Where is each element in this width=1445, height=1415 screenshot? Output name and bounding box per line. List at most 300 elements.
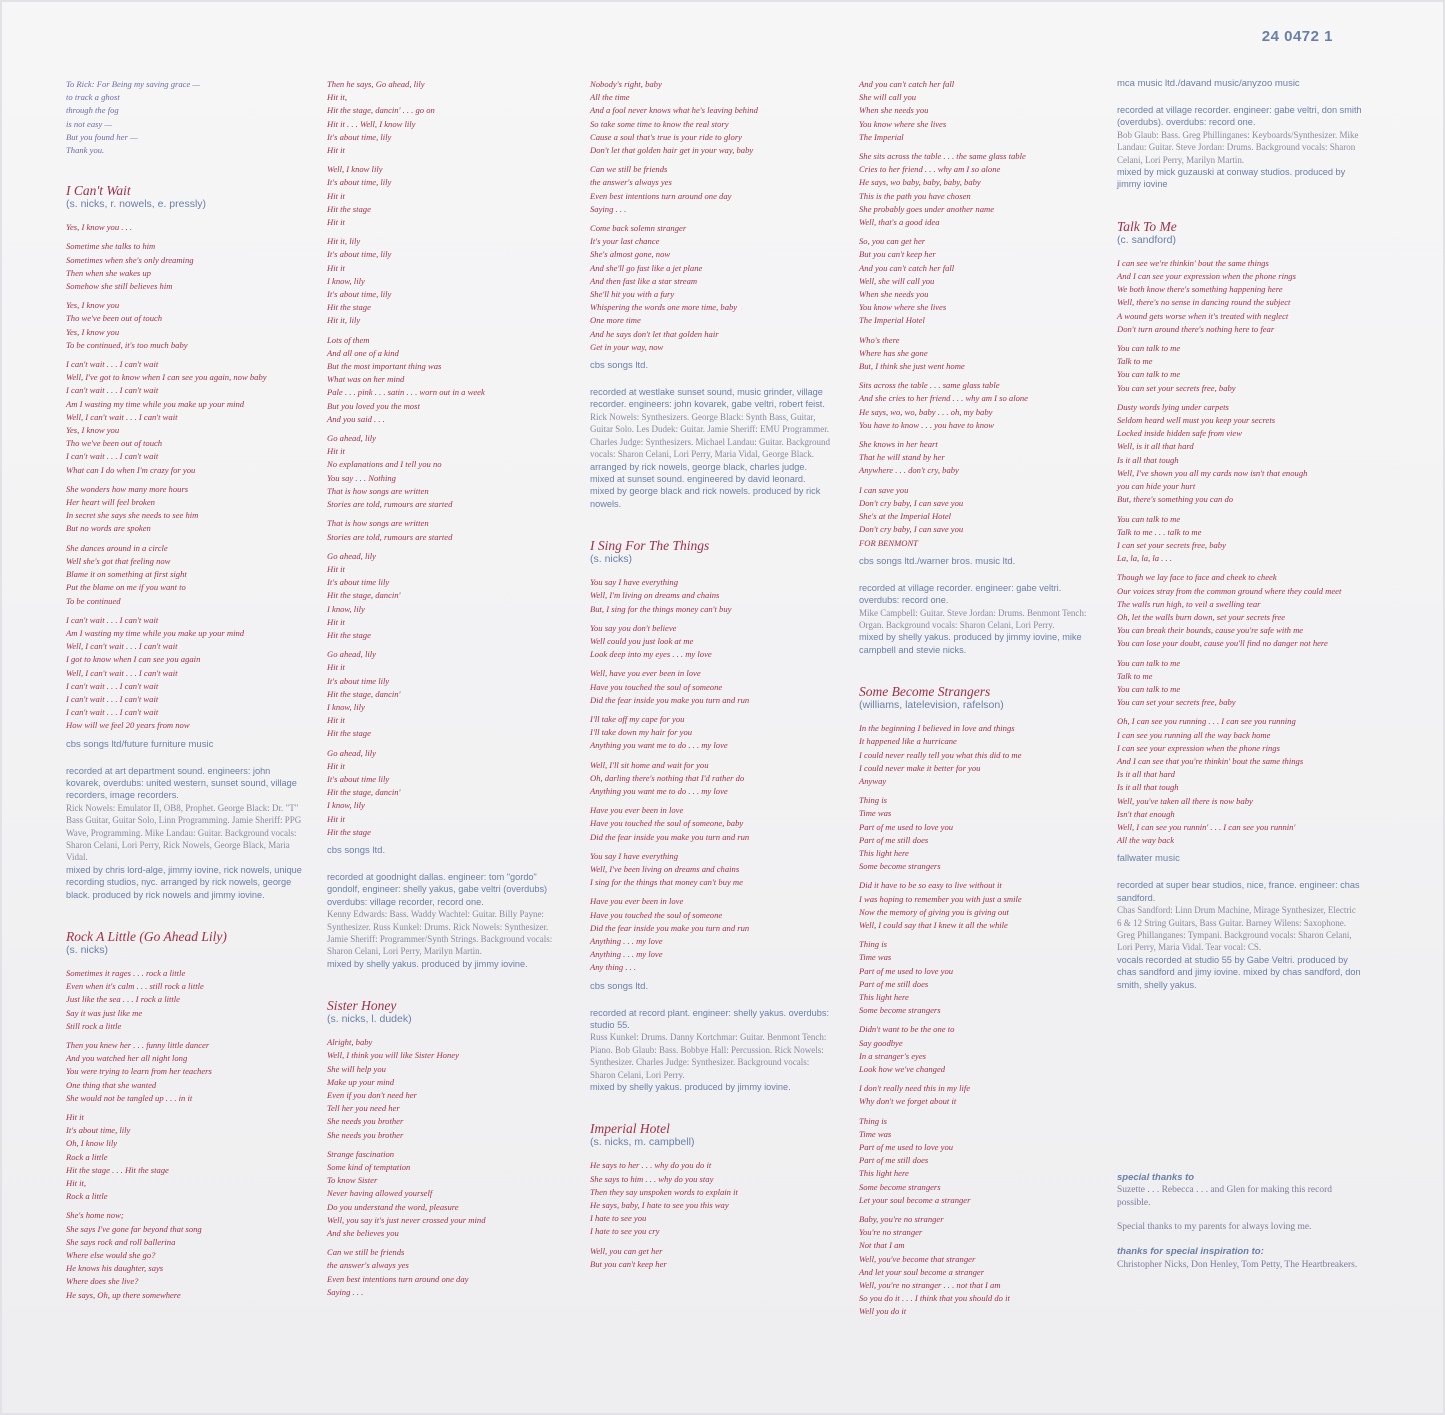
lyric-line: In a stranger's eyes xyxy=(859,1050,926,1061)
stanza xyxy=(859,722,1099,788)
lyric-line: No explanations and I tell you no xyxy=(327,459,442,470)
lyric-line: Make up your mind xyxy=(327,1076,395,1087)
lyric-line: Well, have you ever been in love xyxy=(590,668,701,679)
lyric-line: Well, I can't wait . . . I can't wait xyxy=(66,641,178,652)
lyric-line: I can't wait . . . I can't wait xyxy=(66,385,159,396)
lyrics xyxy=(859,78,1099,550)
lyric-line: Hit the stage, dancin' xyxy=(327,787,401,798)
stanza xyxy=(327,1246,567,1299)
stanza xyxy=(66,967,306,1033)
lyric-line: Hit it xyxy=(66,1112,84,1123)
lyric-line: And you can't catch her fall xyxy=(859,262,955,273)
lyric-line: Hit it, lily xyxy=(327,315,361,326)
lyric-line: Hit it xyxy=(327,145,345,156)
lyric-line: He says, wo baby, baby, baby, baby xyxy=(859,177,981,188)
lyric-line: Even if you don't need her xyxy=(327,1090,417,1101)
lyric-line: But you loved you the most xyxy=(327,400,420,411)
lyric-line: I could never really tell you what this did to me xyxy=(859,749,1022,760)
lyric-line: I could never make it better for you xyxy=(859,762,981,773)
lyric-line: Time was xyxy=(859,808,892,819)
lyric-line: Well, I've been living on dreams and chains xyxy=(590,863,740,874)
lyric-line: She says to him . . . why do you stay xyxy=(590,1173,714,1184)
lyric-line: And you watched her all night long xyxy=(66,1053,188,1064)
lyric-line: Sometime she talks to him xyxy=(66,241,156,252)
lyric-line: And then fast like a star stream xyxy=(590,275,698,286)
lyric-line: I can set your secrets free, baby xyxy=(1117,539,1226,550)
song-credit: (s. nicks, m. campbell) xyxy=(590,1136,695,1149)
lyric-line: But you can't keep her xyxy=(590,1258,667,1269)
lyric-line: It's about time, lily xyxy=(327,177,392,188)
lyric-line: When she needs you xyxy=(859,289,929,300)
lyric-line: Baby, you're no stranger xyxy=(859,1214,944,1225)
lyric-line: I know, lily xyxy=(327,701,365,712)
lyric-line: It's about time, lily xyxy=(327,249,392,260)
lyric-line: Well could you just look at me xyxy=(590,635,694,646)
lyric-line: the answer's always yes xyxy=(590,177,672,188)
lyric-line: Never having allowed yourself xyxy=(327,1188,433,1199)
lyric-line: Go ahead, lily xyxy=(327,433,376,444)
lyric-line: Talk to me . . . talk to me xyxy=(1117,526,1202,537)
stanza xyxy=(1117,513,1362,566)
lyric-line: Oh, darling there's nothing that I'd rather do xyxy=(590,772,745,783)
lyric-line: Yes, I know you . . . xyxy=(66,222,133,233)
lyric-line: To be continued, it's too much baby xyxy=(66,339,188,350)
lyric-line: Well, there's no sense in dancing round the subject xyxy=(1117,297,1291,308)
lyric-line: Oh, let the walls burn down, set your secrets free xyxy=(1117,611,1286,622)
lyric-line: Tho we've been out of touch xyxy=(66,313,163,324)
lyric-line: You say I have everything xyxy=(590,850,678,861)
lyric-line: He knows his daughter, says xyxy=(66,1263,164,1274)
lyrics xyxy=(590,576,830,974)
stanza xyxy=(327,334,567,426)
lyric-line: Cries to her friend . . . why am I so alone xyxy=(859,164,1001,175)
recording-credit: recorded at village recorder. engineer: gabe veltri. overdubs: record one. xyxy=(859,582,1062,606)
lyric-line: So, you can get her xyxy=(859,236,926,247)
lyric-line: It's about time, lily xyxy=(327,131,392,142)
lyric-line: Rock a little xyxy=(66,1151,108,1162)
lyric-line: He says, Oh, up there somewhere xyxy=(66,1289,181,1300)
lyric-line: Go ahead, lily xyxy=(327,550,376,561)
lyric-line: You can talk to me xyxy=(1117,657,1181,668)
lyric-line: That he will stand by her xyxy=(859,452,945,463)
lyric-line: And I can see that you're thinkin' bout the same things xyxy=(1117,755,1304,766)
lyric-line: Have you touched the soul of someone xyxy=(590,681,723,692)
production-credit: vocals recorded at studio 55 by Gabe Veltri. produced by chas sandford and jimy iovine. mixed by chas sandford, don smith, shelly yakus. xyxy=(1117,954,1361,990)
lyric-line: Where else would she go? xyxy=(66,1250,156,1261)
column-3 xyxy=(590,78,830,1277)
stanza xyxy=(1117,257,1362,336)
lyric-line: Go ahead, lily xyxy=(327,747,376,758)
lyric-line: She sits across the table . . . the same glass table xyxy=(859,151,1026,162)
stanza xyxy=(590,622,830,662)
lyric-line: I know, lily xyxy=(327,800,365,811)
lyric-line: Did it have to be so easy to live without it xyxy=(859,880,1002,891)
lyric-line: But, there's something you can do xyxy=(1117,494,1234,505)
lyrics xyxy=(66,967,306,1302)
lyric-line: Talk to me xyxy=(1117,670,1153,681)
lyric-line: You can set your secrets free, baby xyxy=(1117,382,1236,393)
song-credit: (s. nicks, r. nowels, e. pressly) xyxy=(66,198,207,211)
lyric-line: And she'll go fast like a jet plane xyxy=(590,262,703,273)
lyric-line: It's about time lily xyxy=(327,675,390,686)
lyric-line: You have to know . . . you have to know xyxy=(859,419,995,430)
lyric-line: I'll take down my hair for you xyxy=(590,727,693,738)
lyric-line: She probably goes under another name xyxy=(859,203,995,214)
lyric-line: I'll take off my cape for you xyxy=(590,713,685,724)
lyric-line: This is the path you have chosen xyxy=(859,190,971,201)
lyric-line: Come back solemn stranger xyxy=(590,223,687,234)
lyric-line: We both know there's something happening here xyxy=(1117,284,1283,295)
lyric-line: Rock a little xyxy=(66,1191,108,1202)
lyric-line: Well, you're no stranger . . . not that I am xyxy=(859,1280,1001,1291)
lyric-line: Tho we've been out of touch xyxy=(66,438,163,449)
lyric-line: Did the fear inside you make you turn and run xyxy=(590,694,750,705)
lyric-line: How will we feel 20 years from now xyxy=(66,720,190,731)
stanza xyxy=(327,163,567,229)
lyric-line: This light here xyxy=(859,847,909,858)
lyric-line: And he says don't let that golden hair xyxy=(590,328,719,339)
lyric-line: Seldom heard well must you keep your secrets xyxy=(1117,415,1276,426)
lyric-line: I can save you xyxy=(859,484,909,495)
stanza xyxy=(859,484,1099,550)
lyric-line: But the most important thing was xyxy=(327,361,442,372)
lyric-line: I can't wait . . . I can't wait xyxy=(66,693,159,704)
lyric-line: Hit the stage xyxy=(327,629,371,640)
lyric-line: Just like the sea . . . I rock a little xyxy=(66,994,180,1005)
lyric-line: Well, I know lily xyxy=(327,164,383,175)
stanza xyxy=(859,1082,1099,1108)
lyric-line: Hit it xyxy=(327,190,345,201)
stanza xyxy=(66,1209,306,1301)
lyric-line: Time was xyxy=(859,952,892,963)
recording-credit: recorded at record plant. engineer: shelly yakus. overdubs: studio 55. xyxy=(590,1007,830,1031)
stanza xyxy=(327,550,567,642)
production-credit: mixed by shelly yakus. produced by jimmy iovine, mike campbell and stevie nicks. xyxy=(859,632,1082,655)
stanza xyxy=(327,747,567,839)
song-title: Sister Honey xyxy=(327,998,397,1014)
lyric-line: And a fool never knows what he's leaving behind xyxy=(590,105,758,116)
dedication-line: But you found her — xyxy=(66,131,138,142)
song-credit: (s. nicks) xyxy=(590,553,632,566)
stanza xyxy=(590,850,830,890)
lyric-line: A wound gets worse when it's treated with neglect xyxy=(1117,310,1289,321)
stanza xyxy=(859,879,1099,932)
publisher: fallwater music xyxy=(1117,853,1180,865)
thanks-heading: thanks for special inspiration to: xyxy=(1117,1246,1264,1258)
lyric-line: Don't turn around there's nothing here to fear xyxy=(1117,323,1275,334)
lyric-line: Have you ever been in love xyxy=(590,896,684,907)
production-credit: mixed by shelly yakus. produced by jimmy iovine. xyxy=(327,958,528,969)
lyric-line: Hit it xyxy=(327,760,345,771)
column-2 xyxy=(327,78,567,1305)
lyric-line: I hate to see you xyxy=(590,1213,647,1224)
stanza xyxy=(590,1159,830,1238)
stanza xyxy=(590,713,830,753)
lyric-line: I was hoping to remember you with just a smile xyxy=(859,893,1022,904)
production-credit: arranged by rick nowels, george black, charles judge. mixed at sunset sound. engineered by david leonard. mixed by george black and rick nowels. produced by rick nowels. xyxy=(590,461,821,509)
lyric-line: Isn't that enough xyxy=(1117,808,1175,819)
lyric-line: Well, I could say that I knew it all the while xyxy=(859,919,1008,930)
dedication-line: To Rick: For Being my saving grace — xyxy=(66,79,201,89)
lyric-line: It's about time, lily xyxy=(327,289,392,300)
stanza xyxy=(590,1245,830,1271)
lyric-line: Who's there xyxy=(859,334,900,345)
lyric-line: Sometimes it rages . . . rock a little xyxy=(66,968,186,978)
lyric-line: Hit it . . . Well, I know lily xyxy=(327,118,416,129)
song-title: Talk To Me xyxy=(1117,218,1177,234)
lyric-line: Hit the stage . . . Hit the stage xyxy=(66,1164,169,1175)
lyric-line: Don't let that golden hair get in your way, baby xyxy=(590,145,754,156)
lyric-line: Hit it, xyxy=(327,92,348,103)
lyrics xyxy=(590,78,830,354)
lyric-line: Have you ever been in love xyxy=(590,805,684,816)
stanza xyxy=(859,150,1099,229)
song-title: Some Become Strangers xyxy=(859,684,991,700)
lyric-line: Hit it xyxy=(327,563,345,574)
lyric-line: I can see we're thinkin' bout the same things xyxy=(1117,257,1269,268)
lyric-line: Even when it's calm . . . still rock a little xyxy=(66,981,204,992)
stanza xyxy=(327,78,567,157)
lyric-line: The Imperial xyxy=(859,131,904,142)
lyric-line: Well, you say it's just never crossed your mind xyxy=(327,1214,486,1225)
lyric-line: Go ahead, lily xyxy=(327,649,376,660)
production-credit: mixed by shelly yakus. produced by jimmy iovine. xyxy=(590,1082,791,1093)
lyric-line: Hit the stage, dancin' . . . go on xyxy=(327,105,435,116)
stanza xyxy=(327,432,567,511)
lyric-line: She needs you brother xyxy=(327,1116,404,1127)
stanza xyxy=(1117,715,1362,847)
stanza xyxy=(66,240,306,293)
lyric-line: Part of me used to love you xyxy=(859,821,954,832)
lyric-line: And she cries to her friend . . . why am I so alone xyxy=(859,393,1028,404)
lyric-line: Yes, I know you xyxy=(66,326,120,337)
lyric-line: That is how songs are written xyxy=(327,485,429,496)
lyric-line: Well, I've got to know when I can see you again, now baby xyxy=(66,372,267,383)
production-credit: mixed by mick guzauski at conway studios. produced by jimmy iovine xyxy=(1117,167,1346,190)
lyric-line: Not that I am xyxy=(859,1240,905,1251)
lyric-line: Did the fear inside you make you turn and run xyxy=(590,831,750,842)
lyric-line: She's at the Imperial Hotel xyxy=(859,511,952,522)
lyric-line: In the beginning I believed in love and things xyxy=(859,723,1015,734)
lyric-line: It's your last chance xyxy=(590,236,660,247)
lyric-line: And she believes you xyxy=(327,1228,399,1239)
stanza xyxy=(66,483,306,536)
lyric-line: It's about time, lily xyxy=(66,1125,131,1136)
stanza xyxy=(859,78,1099,144)
lyric-line: I can't wait . . . I can't wait xyxy=(66,614,159,625)
lyric-line: Oh, I know lily xyxy=(66,1138,118,1149)
production-credit: mixed by chris lord-alge, jimmy iovine, rick nowels, unique recording studios, nyc. arranged by rick nowels, george black. produced by rick nowels and jimmy iovine. xyxy=(66,864,302,900)
lyric-line: I got to know when I can see you again xyxy=(66,654,201,665)
lyric-line: Time was xyxy=(859,1128,892,1139)
lyric-line: Any thing . . . xyxy=(590,962,637,973)
lyric-line: It's about time lily xyxy=(327,773,390,784)
lyric-line: La, la, la, la . . . xyxy=(1117,553,1172,564)
lyric-line: Don't cry baby, I can save you xyxy=(859,524,964,535)
stanza xyxy=(859,235,1099,327)
lyric-line: Is it all that hard xyxy=(1117,769,1175,780)
lyric-line: I can't wait . . . I can't wait xyxy=(66,359,159,370)
lyric-line: Am I wasting my time while you make up your mind xyxy=(66,398,245,409)
musician-credits: Mike Campbell: Guitar. Steve Jordan: Drums. Benmont Tench: Organ. Background vocals: Sharon Celani, Lori Perry. xyxy=(859,607,1087,630)
lyric-line: Part of me still does xyxy=(859,978,929,989)
lyric-line: Thing is xyxy=(859,1115,887,1126)
lyric-line: You're no stranger xyxy=(859,1227,923,1238)
lyric-line: you can hide your hurt xyxy=(1117,481,1196,492)
stanza xyxy=(327,1148,567,1240)
recording-credit: recorded at goodnight dallas. engineer: tom "gordo" gondolf, engineer: shelly yakus, gabe veltri (overdubs) overdubs: village recorder, record one. xyxy=(327,871,548,907)
lyric-line: Part of me still does xyxy=(859,834,929,845)
stanza xyxy=(590,78,830,157)
song-title: I Sing For The Things xyxy=(590,538,710,554)
lyric-line: Say goodbye xyxy=(859,1037,903,1048)
lyric-line: Hit the stage, dancin' xyxy=(327,590,401,601)
lyric-line: Hit the stage xyxy=(327,728,371,739)
lyric-line: Some become strangers xyxy=(859,1005,941,1016)
lyric-line: Say it was just like me xyxy=(66,1007,143,1018)
thanks-heading: special thanks to xyxy=(1117,1172,1195,1184)
thanks-text: Suzette . . . Rebecca . . . and Glen for making this record possible. xyxy=(1117,1185,1332,1208)
musician-credits: Chas Sandford: Linn Drum Machine, Mirage Synthesizer, Electric 6 & 12 String Guitars, Bass Guitar. Barney Wilens: Saxophone. Greg Phillanganes: Tympani. Background vocals: Sharon Celani, Lori Perry, Maria Vidal. Tear vocal: CS. xyxy=(1117,905,1356,953)
lyric-line: What can I do when I'm crazy for you xyxy=(66,464,196,475)
stanza xyxy=(590,163,830,216)
lyric-line: Thing is xyxy=(859,939,887,950)
lyric-line: Even best intentions turn around one day xyxy=(590,190,732,201)
song-credit: (s. nicks) xyxy=(66,944,108,956)
lyric-line: That is how songs are written xyxy=(327,518,429,529)
lyric-line: To be continued xyxy=(66,595,121,606)
lyric-line: The walls run high, to veil a swelling tear xyxy=(1117,598,1261,609)
lyric-line: Well, I'm living on dreams and chains xyxy=(590,590,720,601)
lyric-line: Well, you've taken all there is now baby xyxy=(1117,795,1253,806)
song-credit: (williams, latelevision, rafelson) xyxy=(859,699,1004,712)
lyric-line: Cause a soul that's true is your ride to glory xyxy=(590,131,742,142)
recording-credit: recorded at westlake sunset sound, music grinder, village recorder. engineers: john kovarek, gabe veltri, robert feist. xyxy=(590,387,825,410)
dedication-line: Thank you. xyxy=(66,145,105,156)
lyric-line: He says, wo, wo, baby . . . oh, my baby xyxy=(859,406,993,417)
musician-credits: Russ Kunkel: Drums. Danny Kortchmar: Guitar. Benmont Tench: Piano. Bob Glaub: Bass. Bobbye Hall: Percussion. Rick Nowels: Synthesizer. Charles Judge: Synthesizer. Background vocals: Sharon Celani, Lori Perry. xyxy=(590,1032,827,1080)
lyric-line: Where does she live? xyxy=(66,1276,139,1287)
dedication-line: is not easy — xyxy=(66,118,113,129)
lyric-line: Have you touched the soul of someone, baby xyxy=(590,818,744,829)
lyric-line: But no words are spoken xyxy=(66,523,151,534)
lyric-line: Anything you want me to do . . . my love xyxy=(590,785,728,796)
lyric-line: So take some time to know the real story xyxy=(590,118,729,129)
publisher: cbs songs ltd./warner bros. music ltd. xyxy=(859,555,1016,567)
lyric-line: Well, I've shown you all my cards now isn't that enough xyxy=(1117,467,1308,478)
song-title: Rock A Little (Go Ahead Lily) xyxy=(66,929,227,944)
lyric-line: Some kind of temptation xyxy=(327,1162,411,1173)
lyric-line: You say I have everything xyxy=(590,577,678,588)
stanza xyxy=(1117,401,1362,507)
lyric-line: What was on her mind xyxy=(327,374,405,385)
lyric-line: Hit it xyxy=(327,616,345,627)
lyric-line: And let your soul become a stranger xyxy=(859,1266,985,1277)
column-4 xyxy=(859,78,1099,1325)
lyric-line: You can talk to me xyxy=(1117,513,1181,524)
stanza xyxy=(66,614,306,733)
lyric-line: So you do it . . . I think that you should do it xyxy=(859,1293,1010,1304)
lyric-line: She knows in her heart xyxy=(859,439,938,450)
lyric-line: Then you knew her . . . funny little dancer xyxy=(66,1040,210,1051)
lyric-line: I don't really need this in my life xyxy=(859,1083,971,1094)
lyric-line: Anyway xyxy=(859,775,887,786)
lyric-line: Some become strangers xyxy=(859,861,941,872)
lyric-line: Well, I'll sit home and wait for you xyxy=(590,759,709,770)
lyric-line: Hit it xyxy=(327,446,345,457)
lyric-line: Hit the stage xyxy=(327,826,371,837)
lyrics xyxy=(327,78,567,839)
lyric-line: Even best intentions turn around one day xyxy=(327,1273,469,1284)
lyric-line: Then he says, Go ahead, lily xyxy=(327,79,425,89)
publisher: cbs songs ltd. xyxy=(327,844,386,856)
stanza xyxy=(1117,657,1362,710)
lyric-line: When she needs you xyxy=(859,105,929,116)
lyric-line: One thing that she wanted xyxy=(66,1079,157,1090)
lyric-line: Locked inside hidden safe from view xyxy=(1117,428,1242,439)
musician-credits: Bob Glaub: Bass. Greg Phillinganes: Keyboards/Synthesizer. Mike Landau: Guitar. Steve Jordan: Drums. Background vocals: Sharon Celani, Lori Perry, Marilyn Martin. xyxy=(1117,129,1359,165)
lyric-line: Anything . . . my love xyxy=(590,936,663,946)
lyric-line: Anything . . . my love xyxy=(590,949,663,960)
lyric-line: Hit it xyxy=(327,813,345,824)
stanza xyxy=(590,759,830,799)
lyric-line: She dances around in a circle xyxy=(66,542,168,553)
lyric-line: You know where she lives xyxy=(859,302,947,313)
lyric-line: Put the blame on me if you want to xyxy=(66,582,186,593)
lyric-line: Oh, I can see you running . . . I can see you running xyxy=(1117,716,1296,727)
publisher: cbs songs ltd/future furniture music xyxy=(66,738,214,750)
lyric-line: Hit it, xyxy=(66,1178,87,1189)
lyric-line: I can't wait . . . I can't wait xyxy=(66,707,159,718)
lyric-line: Part of me used to love you xyxy=(859,1142,954,1153)
publisher: cbs songs ltd. xyxy=(590,980,649,992)
lyric-line: Alright, baby xyxy=(327,1037,373,1048)
stanza xyxy=(859,1213,1099,1319)
lyrics xyxy=(327,1036,567,1299)
lyric-line: Yes, I know you xyxy=(66,425,120,436)
lyric-line: She'll hit you with a fury xyxy=(590,289,675,300)
lyric-line: And you said . . . xyxy=(327,413,385,424)
lyric-line: Hit it xyxy=(327,217,345,228)
lyric-line: You say you don't believe xyxy=(590,622,677,633)
lyric-line: Well, she will call you xyxy=(859,275,935,286)
stanza xyxy=(859,334,1099,374)
dedication xyxy=(66,78,306,157)
lyric-line: She will help you xyxy=(327,1063,386,1074)
stanza xyxy=(590,667,830,707)
lyrics xyxy=(590,1159,830,1271)
stanza xyxy=(590,576,830,616)
lyric-line: In secret she says she needs to see him xyxy=(66,510,199,521)
lyric-line: FOR BENMONT xyxy=(859,537,918,548)
stanza xyxy=(66,1039,306,1105)
song-credit: (s. nicks, l. dudek) xyxy=(327,1013,412,1026)
lyric-line: Hit it xyxy=(327,662,345,673)
lyric-line: Have you touched the soul of someone xyxy=(590,909,723,920)
stanza xyxy=(66,542,306,608)
lyric-line: You say . . . Nothing xyxy=(327,472,396,483)
lyric-line: Strange fascination xyxy=(327,1148,395,1159)
lyrics xyxy=(859,722,1099,1319)
lyric-line: To know Sister xyxy=(327,1175,378,1186)
lyric-line: Look deep into my eyes . . . my love xyxy=(590,649,712,660)
lyric-line: Well, I can't wait . . . I can't wait xyxy=(66,411,178,422)
stanza xyxy=(859,1115,1099,1207)
lyric-line: Then when she wakes up xyxy=(66,267,151,278)
lyric-line: Tell her you need her xyxy=(327,1103,400,1114)
lyric-line: All the time xyxy=(590,92,630,103)
lyric-line: Why don't we forget about it xyxy=(859,1096,957,1107)
